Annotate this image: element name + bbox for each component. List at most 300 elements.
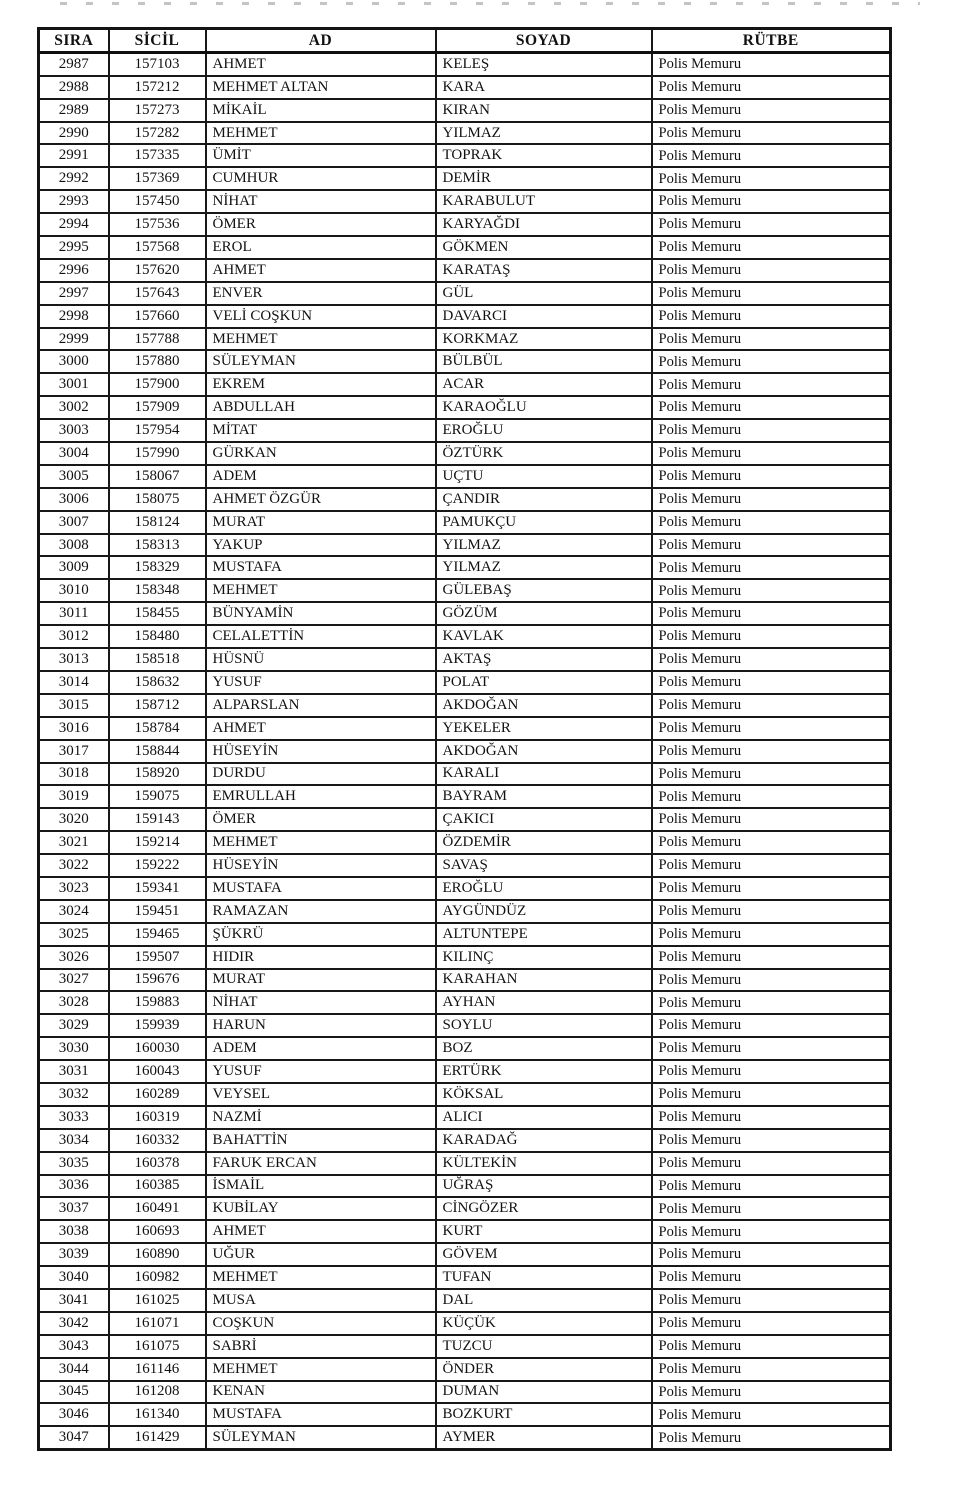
cell-soyad: TUFAN bbox=[436, 1266, 652, 1289]
cell-rutbe: Polis Memuru bbox=[652, 350, 891, 373]
cell-soyad: ÖZTÜRK bbox=[436, 442, 652, 465]
cell-sicil: 161075 bbox=[109, 1335, 206, 1358]
cell-ad: HARUN bbox=[206, 1014, 436, 1037]
cell-sicil: 158348 bbox=[109, 579, 206, 602]
cell-ad: MEHMET bbox=[206, 328, 436, 351]
cell-sicil: 159507 bbox=[109, 946, 206, 969]
cell-ad: COŞKUN bbox=[206, 1312, 436, 1335]
cell-rutbe: Polis Memuru bbox=[652, 534, 891, 557]
cell-rutbe: Polis Memuru bbox=[652, 900, 891, 923]
cell-ad: HÜSNÜ bbox=[206, 648, 436, 671]
cell-sicil: 158067 bbox=[109, 465, 206, 488]
cell-rutbe: Polis Memuru bbox=[652, 442, 891, 465]
cell-sira: 3016 bbox=[39, 717, 109, 740]
table-row bbox=[39, 52, 891, 75]
cell-sicil: 161208 bbox=[109, 1381, 206, 1404]
table-row bbox=[39, 1335, 891, 1358]
personnel-table bbox=[37, 27, 892, 1451]
cell-ad: MEHMET ALTAN bbox=[206, 76, 436, 99]
cell-ad: ADEM bbox=[206, 1037, 436, 1060]
cell-sira: 3008 bbox=[39, 534, 109, 557]
cell-soyad: ACAR bbox=[436, 373, 652, 396]
cell-ad: ÖMER bbox=[206, 213, 436, 236]
cell-rutbe: Polis Memuru bbox=[652, 76, 891, 99]
cell-rutbe: Polis Memuru bbox=[652, 579, 891, 602]
cell-sira: 2991 bbox=[39, 144, 109, 167]
cell-rutbe: Polis Memuru bbox=[652, 122, 891, 145]
table-row bbox=[39, 991, 891, 1014]
table-row bbox=[39, 488, 891, 511]
cell-sicil: 158075 bbox=[109, 488, 206, 511]
cell-ad: GÜRKAN bbox=[206, 442, 436, 465]
cell-rutbe: Polis Memuru bbox=[652, 1152, 891, 1175]
cell-rutbe: Polis Memuru bbox=[652, 694, 891, 717]
header-sira: SIRA bbox=[39, 29, 109, 53]
cell-rutbe: Polis Memuru bbox=[652, 648, 891, 671]
cell-soyad: KURT bbox=[436, 1220, 652, 1243]
cell-sira: 3044 bbox=[39, 1358, 109, 1381]
cell-sira: 3023 bbox=[39, 877, 109, 900]
cell-sicil: 159222 bbox=[109, 854, 206, 877]
table-row bbox=[39, 190, 891, 213]
cell-sicil: 159939 bbox=[109, 1014, 206, 1037]
cell-sicil: 157273 bbox=[109, 99, 206, 122]
cell-sira: 3017 bbox=[39, 740, 109, 763]
cell-sira: 3018 bbox=[39, 763, 109, 786]
cell-sira: 3024 bbox=[39, 900, 109, 923]
cell-soyad: BÜLBÜL bbox=[436, 350, 652, 373]
cell-soyad: AKDOĞAN bbox=[436, 694, 652, 717]
cell-ad: SÜLEYMAN bbox=[206, 350, 436, 373]
cell-sira: 3040 bbox=[39, 1266, 109, 1289]
cell-sira: 3027 bbox=[39, 969, 109, 992]
cell-sicil: 160289 bbox=[109, 1083, 206, 1106]
cell-sira: 3034 bbox=[39, 1129, 109, 1152]
cell-sicil: 157212 bbox=[109, 76, 206, 99]
table-row bbox=[39, 350, 891, 373]
cell-sicil: 158518 bbox=[109, 648, 206, 671]
cell-ad: EKREM bbox=[206, 373, 436, 396]
cell-rutbe: Polis Memuru bbox=[652, 923, 891, 946]
cell-sira: 3036 bbox=[39, 1175, 109, 1198]
cell-rutbe: Polis Memuru bbox=[652, 763, 891, 786]
cell-sicil: 157900 bbox=[109, 373, 206, 396]
cell-soyad: UÇTU bbox=[436, 465, 652, 488]
cell-rutbe: Polis Memuru bbox=[652, 1312, 891, 1335]
cell-sira: 3020 bbox=[39, 808, 109, 831]
cell-ad: BÜNYAMİN bbox=[206, 602, 436, 625]
cell-sicil: 161146 bbox=[109, 1358, 206, 1381]
cell-soyad: AYMER bbox=[436, 1426, 652, 1449]
cell-soyad: AYGÜNDÜZ bbox=[436, 900, 652, 923]
cell-sicil: 157788 bbox=[109, 328, 206, 351]
cell-ad: ENVER bbox=[206, 282, 436, 305]
cell-sicil: 160043 bbox=[109, 1060, 206, 1083]
cell-sira: 3046 bbox=[39, 1403, 109, 1426]
cell-rutbe: Polis Memuru bbox=[652, 717, 891, 740]
cell-soyad: GÜLEBAŞ bbox=[436, 579, 652, 602]
cell-rutbe: Polis Memuru bbox=[652, 328, 891, 351]
cell-sira: 3022 bbox=[39, 854, 109, 877]
table-row bbox=[39, 900, 891, 923]
cell-soyad: AKTAŞ bbox=[436, 648, 652, 671]
cell-rutbe: Polis Memuru bbox=[652, 1014, 891, 1037]
cell-sicil: 157450 bbox=[109, 190, 206, 213]
cell-ad: UĞUR bbox=[206, 1243, 436, 1266]
cell-soyad: AYHAN bbox=[436, 991, 652, 1014]
table-row bbox=[39, 1197, 891, 1220]
cell-sicil: 158844 bbox=[109, 740, 206, 763]
cell-soyad: AKDOĞAN bbox=[436, 740, 652, 763]
cell-ad: VELİ COŞKUN bbox=[206, 305, 436, 328]
cell-sicil: 160693 bbox=[109, 1220, 206, 1243]
cell-soyad: KARAHAN bbox=[436, 969, 652, 992]
cell-sicil: 160491 bbox=[109, 1197, 206, 1220]
cell-sicil: 160378 bbox=[109, 1152, 206, 1175]
header-row bbox=[39, 29, 891, 53]
cell-ad: YUSUF bbox=[206, 671, 436, 694]
cell-sira: 3012 bbox=[39, 625, 109, 648]
cell-rutbe: Polis Memuru bbox=[652, 854, 891, 877]
cell-soyad: BOZ bbox=[436, 1037, 652, 1060]
cell-sicil: 159075 bbox=[109, 785, 206, 808]
table-row bbox=[39, 511, 891, 534]
cell-rutbe: Polis Memuru bbox=[652, 488, 891, 511]
cell-rutbe: Polis Memuru bbox=[652, 305, 891, 328]
table-row bbox=[39, 1106, 891, 1129]
cell-ad: YUSUF bbox=[206, 1060, 436, 1083]
cell-rutbe: Polis Memuru bbox=[652, 1037, 891, 1060]
cell-sira: 3021 bbox=[39, 831, 109, 854]
cell-sicil: 157880 bbox=[109, 350, 206, 373]
cell-sira: 3005 bbox=[39, 465, 109, 488]
cell-sicil: 160319 bbox=[109, 1106, 206, 1129]
cell-sira: 3043 bbox=[39, 1335, 109, 1358]
cell-ad: İSMAİL bbox=[206, 1175, 436, 1198]
table-row bbox=[39, 259, 891, 282]
cell-ad: EMRULLAH bbox=[206, 785, 436, 808]
cell-soyad: DAL bbox=[436, 1289, 652, 1312]
cell-sira: 3047 bbox=[39, 1426, 109, 1449]
cell-rutbe: Polis Memuru bbox=[652, 1106, 891, 1129]
cell-sira: 3029 bbox=[39, 1014, 109, 1037]
cell-ad: DURDU bbox=[206, 763, 436, 786]
cell-rutbe: Polis Memuru bbox=[652, 511, 891, 534]
table-row bbox=[39, 1289, 891, 1312]
cell-soyad: KÜLTEKİN bbox=[436, 1152, 652, 1175]
cell-rutbe: Polis Memuru bbox=[652, 1358, 891, 1381]
cell-sicil: 157536 bbox=[109, 213, 206, 236]
cell-rutbe: Polis Memuru bbox=[652, 52, 891, 75]
cell-rutbe: Polis Memuru bbox=[652, 625, 891, 648]
cell-soyad: ÇAKICI bbox=[436, 808, 652, 831]
cell-sira: 3042 bbox=[39, 1312, 109, 1335]
table-row bbox=[39, 1266, 891, 1289]
table-row bbox=[39, 122, 891, 145]
cell-sicil: 161429 bbox=[109, 1426, 206, 1449]
cell-ad: MURAT bbox=[206, 969, 436, 992]
cell-rutbe: Polis Memuru bbox=[652, 808, 891, 831]
cell-sira: 2997 bbox=[39, 282, 109, 305]
cell-rutbe: Polis Memuru bbox=[652, 259, 891, 282]
table-row bbox=[39, 808, 891, 831]
cell-sira: 3000 bbox=[39, 350, 109, 373]
cell-ad: ÖMER bbox=[206, 808, 436, 831]
table-row bbox=[39, 763, 891, 786]
cell-rutbe: Polis Memuru bbox=[652, 1083, 891, 1106]
cell-ad: AHMET bbox=[206, 259, 436, 282]
cell-sira: 3010 bbox=[39, 579, 109, 602]
table-row bbox=[39, 1381, 891, 1404]
cell-ad: AHMET bbox=[206, 1220, 436, 1243]
cell-ad: YAKUP bbox=[206, 534, 436, 557]
table-row bbox=[39, 1129, 891, 1152]
cell-soyad: KÜÇÜK bbox=[436, 1312, 652, 1335]
cell-ad: FARUK ERCAN bbox=[206, 1152, 436, 1175]
cell-rutbe: Polis Memuru bbox=[652, 213, 891, 236]
cell-rutbe: Polis Memuru bbox=[652, 1403, 891, 1426]
cell-soyad: DUMAN bbox=[436, 1381, 652, 1404]
table-row bbox=[39, 1220, 891, 1243]
cell-soyad: GÜL bbox=[436, 282, 652, 305]
cell-sira: 3037 bbox=[39, 1197, 109, 1220]
table-row bbox=[39, 831, 891, 854]
cell-soyad: KARA bbox=[436, 76, 652, 99]
table-row bbox=[39, 602, 891, 625]
cell-sicil: 160890 bbox=[109, 1243, 206, 1266]
cell-soyad: KARATAŞ bbox=[436, 259, 652, 282]
cell-soyad: KÖKSAL bbox=[436, 1083, 652, 1106]
cell-soyad: KARYAĞDI bbox=[436, 213, 652, 236]
cell-ad: ÜMİT bbox=[206, 144, 436, 167]
cell-soyad: KARAOĞLU bbox=[436, 396, 652, 419]
cell-soyad: GÖVEM bbox=[436, 1243, 652, 1266]
cell-sira: 2996 bbox=[39, 259, 109, 282]
cell-sicil: 157660 bbox=[109, 305, 206, 328]
cell-ad: HÜSEYİN bbox=[206, 740, 436, 763]
cell-soyad: KIRAN bbox=[436, 99, 652, 122]
cell-ad: MUSTAFA bbox=[206, 1403, 436, 1426]
cell-rutbe: Polis Memuru bbox=[652, 556, 891, 579]
cell-sira: 2989 bbox=[39, 99, 109, 122]
cell-sira: 3030 bbox=[39, 1037, 109, 1060]
cell-soyad: TUZCU bbox=[436, 1335, 652, 1358]
cell-soyad: SOYLU bbox=[436, 1014, 652, 1037]
cell-sira: 3045 bbox=[39, 1381, 109, 1404]
cell-soyad: EROĞLU bbox=[436, 419, 652, 442]
cell-ad: HIDIR bbox=[206, 946, 436, 969]
cell-rutbe: Polis Memuru bbox=[652, 1266, 891, 1289]
cell-sira: 3002 bbox=[39, 396, 109, 419]
cell-soyad: ÖZDEMİR bbox=[436, 831, 652, 854]
cell-sira: 2987 bbox=[39, 52, 109, 75]
cell-sira: 2994 bbox=[39, 213, 109, 236]
cell-ad: KENAN bbox=[206, 1381, 436, 1404]
cell-sicil: 161340 bbox=[109, 1403, 206, 1426]
cell-sicil: 158480 bbox=[109, 625, 206, 648]
table-row bbox=[39, 1312, 891, 1335]
table-row bbox=[39, 76, 891, 99]
cell-soyad: ALICI bbox=[436, 1106, 652, 1129]
cell-sira: 3025 bbox=[39, 923, 109, 946]
cell-sira: 3001 bbox=[39, 373, 109, 396]
cell-soyad: ALTUNTEPE bbox=[436, 923, 652, 946]
cell-sira: 3015 bbox=[39, 694, 109, 717]
cell-rutbe: Polis Memuru bbox=[652, 602, 891, 625]
table-row bbox=[39, 465, 891, 488]
cell-ad: NİHAT bbox=[206, 991, 436, 1014]
cell-soyad: ÖNDER bbox=[436, 1358, 652, 1381]
table-row bbox=[39, 99, 891, 122]
cell-sira: 2999 bbox=[39, 328, 109, 351]
cell-rutbe: Polis Memuru bbox=[652, 1243, 891, 1266]
table-row bbox=[39, 282, 891, 305]
table-row bbox=[39, 1358, 891, 1381]
cell-ad: MEHMET bbox=[206, 122, 436, 145]
cell-sicil: 158124 bbox=[109, 511, 206, 534]
cell-sira: 2993 bbox=[39, 190, 109, 213]
cell-sicil: 159143 bbox=[109, 808, 206, 831]
table-row bbox=[39, 556, 891, 579]
cell-sicil: 159451 bbox=[109, 900, 206, 923]
cell-sira: 3014 bbox=[39, 671, 109, 694]
cell-sicil: 159341 bbox=[109, 877, 206, 900]
cell-soyad: KARADAĞ bbox=[436, 1129, 652, 1152]
cell-ad: MİKAİL bbox=[206, 99, 436, 122]
cell-sicil: 157990 bbox=[109, 442, 206, 465]
cell-sicil: 159214 bbox=[109, 831, 206, 854]
cell-sira: 3019 bbox=[39, 785, 109, 808]
cell-soyad: KAVLAK bbox=[436, 625, 652, 648]
table-row bbox=[39, 1426, 891, 1449]
table-row bbox=[39, 717, 891, 740]
cell-rutbe: Polis Memuru bbox=[652, 167, 891, 190]
cell-soyad: BAYRAM bbox=[436, 785, 652, 808]
cell-ad: BAHATTİN bbox=[206, 1129, 436, 1152]
cell-rutbe: Polis Memuru bbox=[652, 1335, 891, 1358]
table-row bbox=[39, 946, 891, 969]
cell-sicil: 157282 bbox=[109, 122, 206, 145]
table-row bbox=[39, 579, 891, 602]
cell-rutbe: Polis Memuru bbox=[652, 991, 891, 1014]
cell-sicil: 158313 bbox=[109, 534, 206, 557]
cell-soyad: YILMAZ bbox=[436, 556, 652, 579]
cell-ad: MEHMET bbox=[206, 579, 436, 602]
table-row bbox=[39, 1014, 891, 1037]
cell-sicil: 158920 bbox=[109, 763, 206, 786]
table-row bbox=[39, 625, 891, 648]
cell-rutbe: Polis Memuru bbox=[652, 1197, 891, 1220]
cell-rutbe: Polis Memuru bbox=[652, 785, 891, 808]
table-row bbox=[39, 785, 891, 808]
cell-sicil: 160385 bbox=[109, 1175, 206, 1198]
cell-rutbe: Polis Memuru bbox=[652, 1381, 891, 1404]
table-row bbox=[39, 328, 891, 351]
table-row bbox=[39, 923, 891, 946]
cell-ad: ŞÜKRÜ bbox=[206, 923, 436, 946]
cell-ad: CUMHUR bbox=[206, 167, 436, 190]
cell-sicil: 158784 bbox=[109, 717, 206, 740]
cell-sira: 2995 bbox=[39, 236, 109, 259]
cell-sira: 3026 bbox=[39, 946, 109, 969]
cell-ad: MEHMET bbox=[206, 1266, 436, 1289]
cell-soyad: YILMAZ bbox=[436, 534, 652, 557]
cell-soyad: KILINÇ bbox=[436, 946, 652, 969]
table-row bbox=[39, 1060, 891, 1083]
cell-rutbe: Polis Memuru bbox=[652, 1220, 891, 1243]
cell-soyad: POLAT bbox=[436, 671, 652, 694]
table-body bbox=[39, 52, 891, 1449]
cell-sira: 3038 bbox=[39, 1220, 109, 1243]
table-row bbox=[39, 877, 891, 900]
cell-rutbe: Polis Memuru bbox=[652, 396, 891, 419]
cell-ad: MİTAT bbox=[206, 419, 436, 442]
table-row bbox=[39, 144, 891, 167]
cell-sicil: 161025 bbox=[109, 1289, 206, 1312]
table-row bbox=[39, 1403, 891, 1426]
cell-soyad: DEMİR bbox=[436, 167, 652, 190]
table-row bbox=[39, 969, 891, 992]
cell-soyad: GÖKMEN bbox=[436, 236, 652, 259]
cell-sicil: 158329 bbox=[109, 556, 206, 579]
cell-rutbe: Polis Memuru bbox=[652, 740, 891, 763]
header-sicil: SİCİL bbox=[109, 29, 206, 53]
header-ad: AD bbox=[206, 29, 436, 53]
cell-soyad: PAMUKÇU bbox=[436, 511, 652, 534]
cell-rutbe: Polis Memuru bbox=[652, 831, 891, 854]
table-header bbox=[39, 29, 891, 53]
cell-sicil: 159676 bbox=[109, 969, 206, 992]
cell-ad: RAMAZAN bbox=[206, 900, 436, 923]
cell-sicil: 159465 bbox=[109, 923, 206, 946]
cell-sira: 2988 bbox=[39, 76, 109, 99]
cell-sira: 3028 bbox=[39, 991, 109, 1014]
cell-ad: AHMET ÖZGÜR bbox=[206, 488, 436, 511]
header-rutbe: RÜTBE bbox=[652, 29, 891, 53]
cell-ad: SÜLEYMAN bbox=[206, 1426, 436, 1449]
cell-sira: 3011 bbox=[39, 602, 109, 625]
table-row bbox=[39, 1243, 891, 1266]
table-row bbox=[39, 648, 891, 671]
table-row bbox=[39, 213, 891, 236]
cell-ad: MEHMET bbox=[206, 1358, 436, 1381]
cell-sira: 3004 bbox=[39, 442, 109, 465]
cell-soyad: YILMAZ bbox=[436, 122, 652, 145]
cell-sicil: 158712 bbox=[109, 694, 206, 717]
table-row bbox=[39, 396, 891, 419]
cell-ad: NAZMİ bbox=[206, 1106, 436, 1129]
cell-rutbe: Polis Memuru bbox=[652, 1426, 891, 1449]
cell-sicil: 158455 bbox=[109, 602, 206, 625]
table-row bbox=[39, 854, 891, 877]
cell-sira: 3032 bbox=[39, 1083, 109, 1106]
cell-soyad: EROĞLU bbox=[436, 877, 652, 900]
cell-ad: ABDULLAH bbox=[206, 396, 436, 419]
cell-ad: MUSA bbox=[206, 1289, 436, 1312]
cell-sira: 3006 bbox=[39, 488, 109, 511]
cell-sira: 3041 bbox=[39, 1289, 109, 1312]
cell-rutbe: Polis Memuru bbox=[652, 419, 891, 442]
cell-sicil: 157335 bbox=[109, 144, 206, 167]
cell-sira: 2990 bbox=[39, 122, 109, 145]
cell-sicil: 159883 bbox=[109, 991, 206, 1014]
cell-rutbe: Polis Memuru bbox=[652, 144, 891, 167]
cell-soyad: ÇANDIR bbox=[436, 488, 652, 511]
cell-sicil: 160982 bbox=[109, 1266, 206, 1289]
cell-sicil: 160332 bbox=[109, 1129, 206, 1152]
table-row bbox=[39, 1037, 891, 1060]
cell-sira: 3007 bbox=[39, 511, 109, 534]
